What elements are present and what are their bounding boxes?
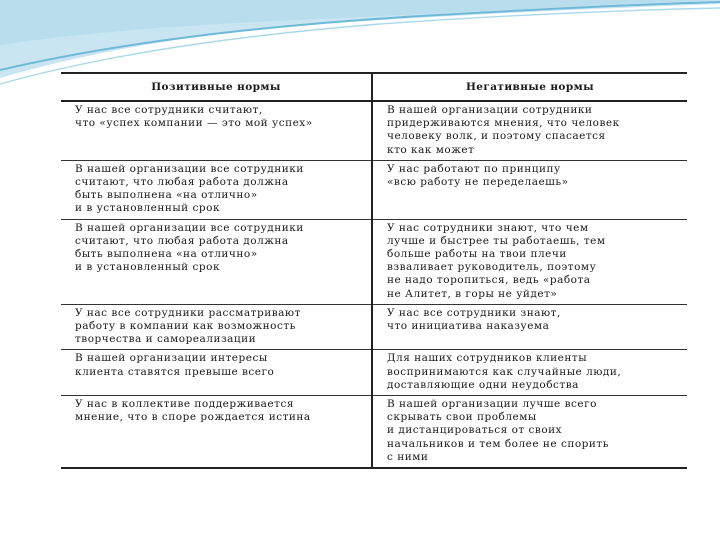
norm-text-line: У нас все сотрудники рассматривают xyxy=(75,306,301,319)
norm-text-line: У нас работают по принципу xyxy=(387,162,561,175)
table-header-row xyxy=(61,74,687,101)
norm-text-line: У нас все сотрудники считают, xyxy=(75,104,263,116)
norm-text-line: В нашей организации сотрудники xyxy=(387,104,593,116)
norm-text-line: что «успех компании — это мой успех» xyxy=(75,117,313,130)
negative-norm-cell xyxy=(372,304,687,350)
table-row xyxy=(61,101,687,160)
norm-text-line: работу в компании как возможность xyxy=(75,320,296,333)
norm-text-line: начальников и тем более не спорить xyxy=(387,437,609,450)
norm-text-line: и в установленный срок xyxy=(75,261,221,274)
norm-text-line: и в установленный срок xyxy=(75,202,221,215)
table-row xyxy=(61,396,687,468)
header-negative-norms: Негативные нормы xyxy=(372,74,687,101)
norm-text-line: мнение, что в споре рождается истина xyxy=(75,411,311,424)
header-positive-norms: Позитивные нормы xyxy=(61,74,372,101)
negative-norm-cell xyxy=(372,219,687,304)
table-row xyxy=(61,350,687,396)
norm-text-line: больше работы на твои плечи xyxy=(387,248,567,261)
norm-text-line: взваливает руководитель, поэтому xyxy=(387,261,597,274)
norm-text-line: У нас сотрудники знают, что чем xyxy=(387,221,589,234)
norm-text-line: и дистанцироваться от своих xyxy=(387,424,563,437)
norm-text-line: считают, что любая работа должна xyxy=(75,234,289,247)
norm-text-line: В нашей организации интересы xyxy=(75,352,268,365)
norm-text-line: лучше и быстрее ты работаешь, тем xyxy=(387,234,606,247)
positive-norm-cell xyxy=(61,219,372,304)
norm-text-line: считают, что любая работа должна xyxy=(75,176,289,189)
norm-text-line: Для наших сотрудников клиенты xyxy=(387,352,588,365)
table-row xyxy=(61,304,687,350)
negative-norm-cell xyxy=(372,160,687,219)
norm-text-line: кто как может xyxy=(387,143,475,156)
norm-text-line: быть выполнена «на отлично» xyxy=(75,189,258,202)
norm-text-line: творчества и самореализации xyxy=(75,333,257,346)
norm-text-line: скрывать свои проблемы xyxy=(387,411,537,424)
norm-text-line: «всю работу не переделаешь» xyxy=(387,176,569,189)
norm-text-line: не Алитет, в горы не уйдет» xyxy=(387,287,558,300)
norm-text-line: В нашей организации лучше всего xyxy=(387,398,597,411)
norm-text-line: с ними xyxy=(387,450,429,463)
norms-table xyxy=(61,74,687,467)
norm-text-line: В нашей организации все сотрудники xyxy=(75,221,304,234)
negative-norm-cell xyxy=(372,350,687,396)
norm-text-line: быть выполнена «на отлично» xyxy=(75,248,258,261)
table-row xyxy=(61,160,687,219)
negative-norm-cell xyxy=(372,396,687,468)
norm-text-line: клиента ставятся превыше всего xyxy=(75,365,275,378)
norms-table-container xyxy=(61,72,687,469)
positive-norm-cell xyxy=(61,101,372,160)
norm-text-line: не надо торопиться, ведь «работа xyxy=(387,274,591,287)
norm-text-line: В нашей организации все сотрудники xyxy=(75,162,304,175)
norm-text-line: что инициатива наказуема xyxy=(387,320,550,333)
norm-text-line: У нас в коллективе поддерживается xyxy=(75,398,294,411)
norm-text-line: придерживаются мнения, что человек xyxy=(387,117,620,130)
norm-text-line: доставляющие одни неудобства xyxy=(387,378,579,391)
table-row xyxy=(61,219,687,304)
positive-norm-cell xyxy=(61,350,372,396)
norm-text-line: человеку волк, и поэтому спасается xyxy=(387,130,606,143)
negative-norm-cell xyxy=(372,101,687,160)
norm-text-line: У нас все сотрудники знают, xyxy=(387,306,561,319)
positive-norm-cell xyxy=(61,304,372,350)
positive-norm-cell xyxy=(61,396,372,468)
positive-norm-cell xyxy=(61,160,372,219)
norm-text-line: воспринимаются как случайные люди, xyxy=(387,365,622,378)
